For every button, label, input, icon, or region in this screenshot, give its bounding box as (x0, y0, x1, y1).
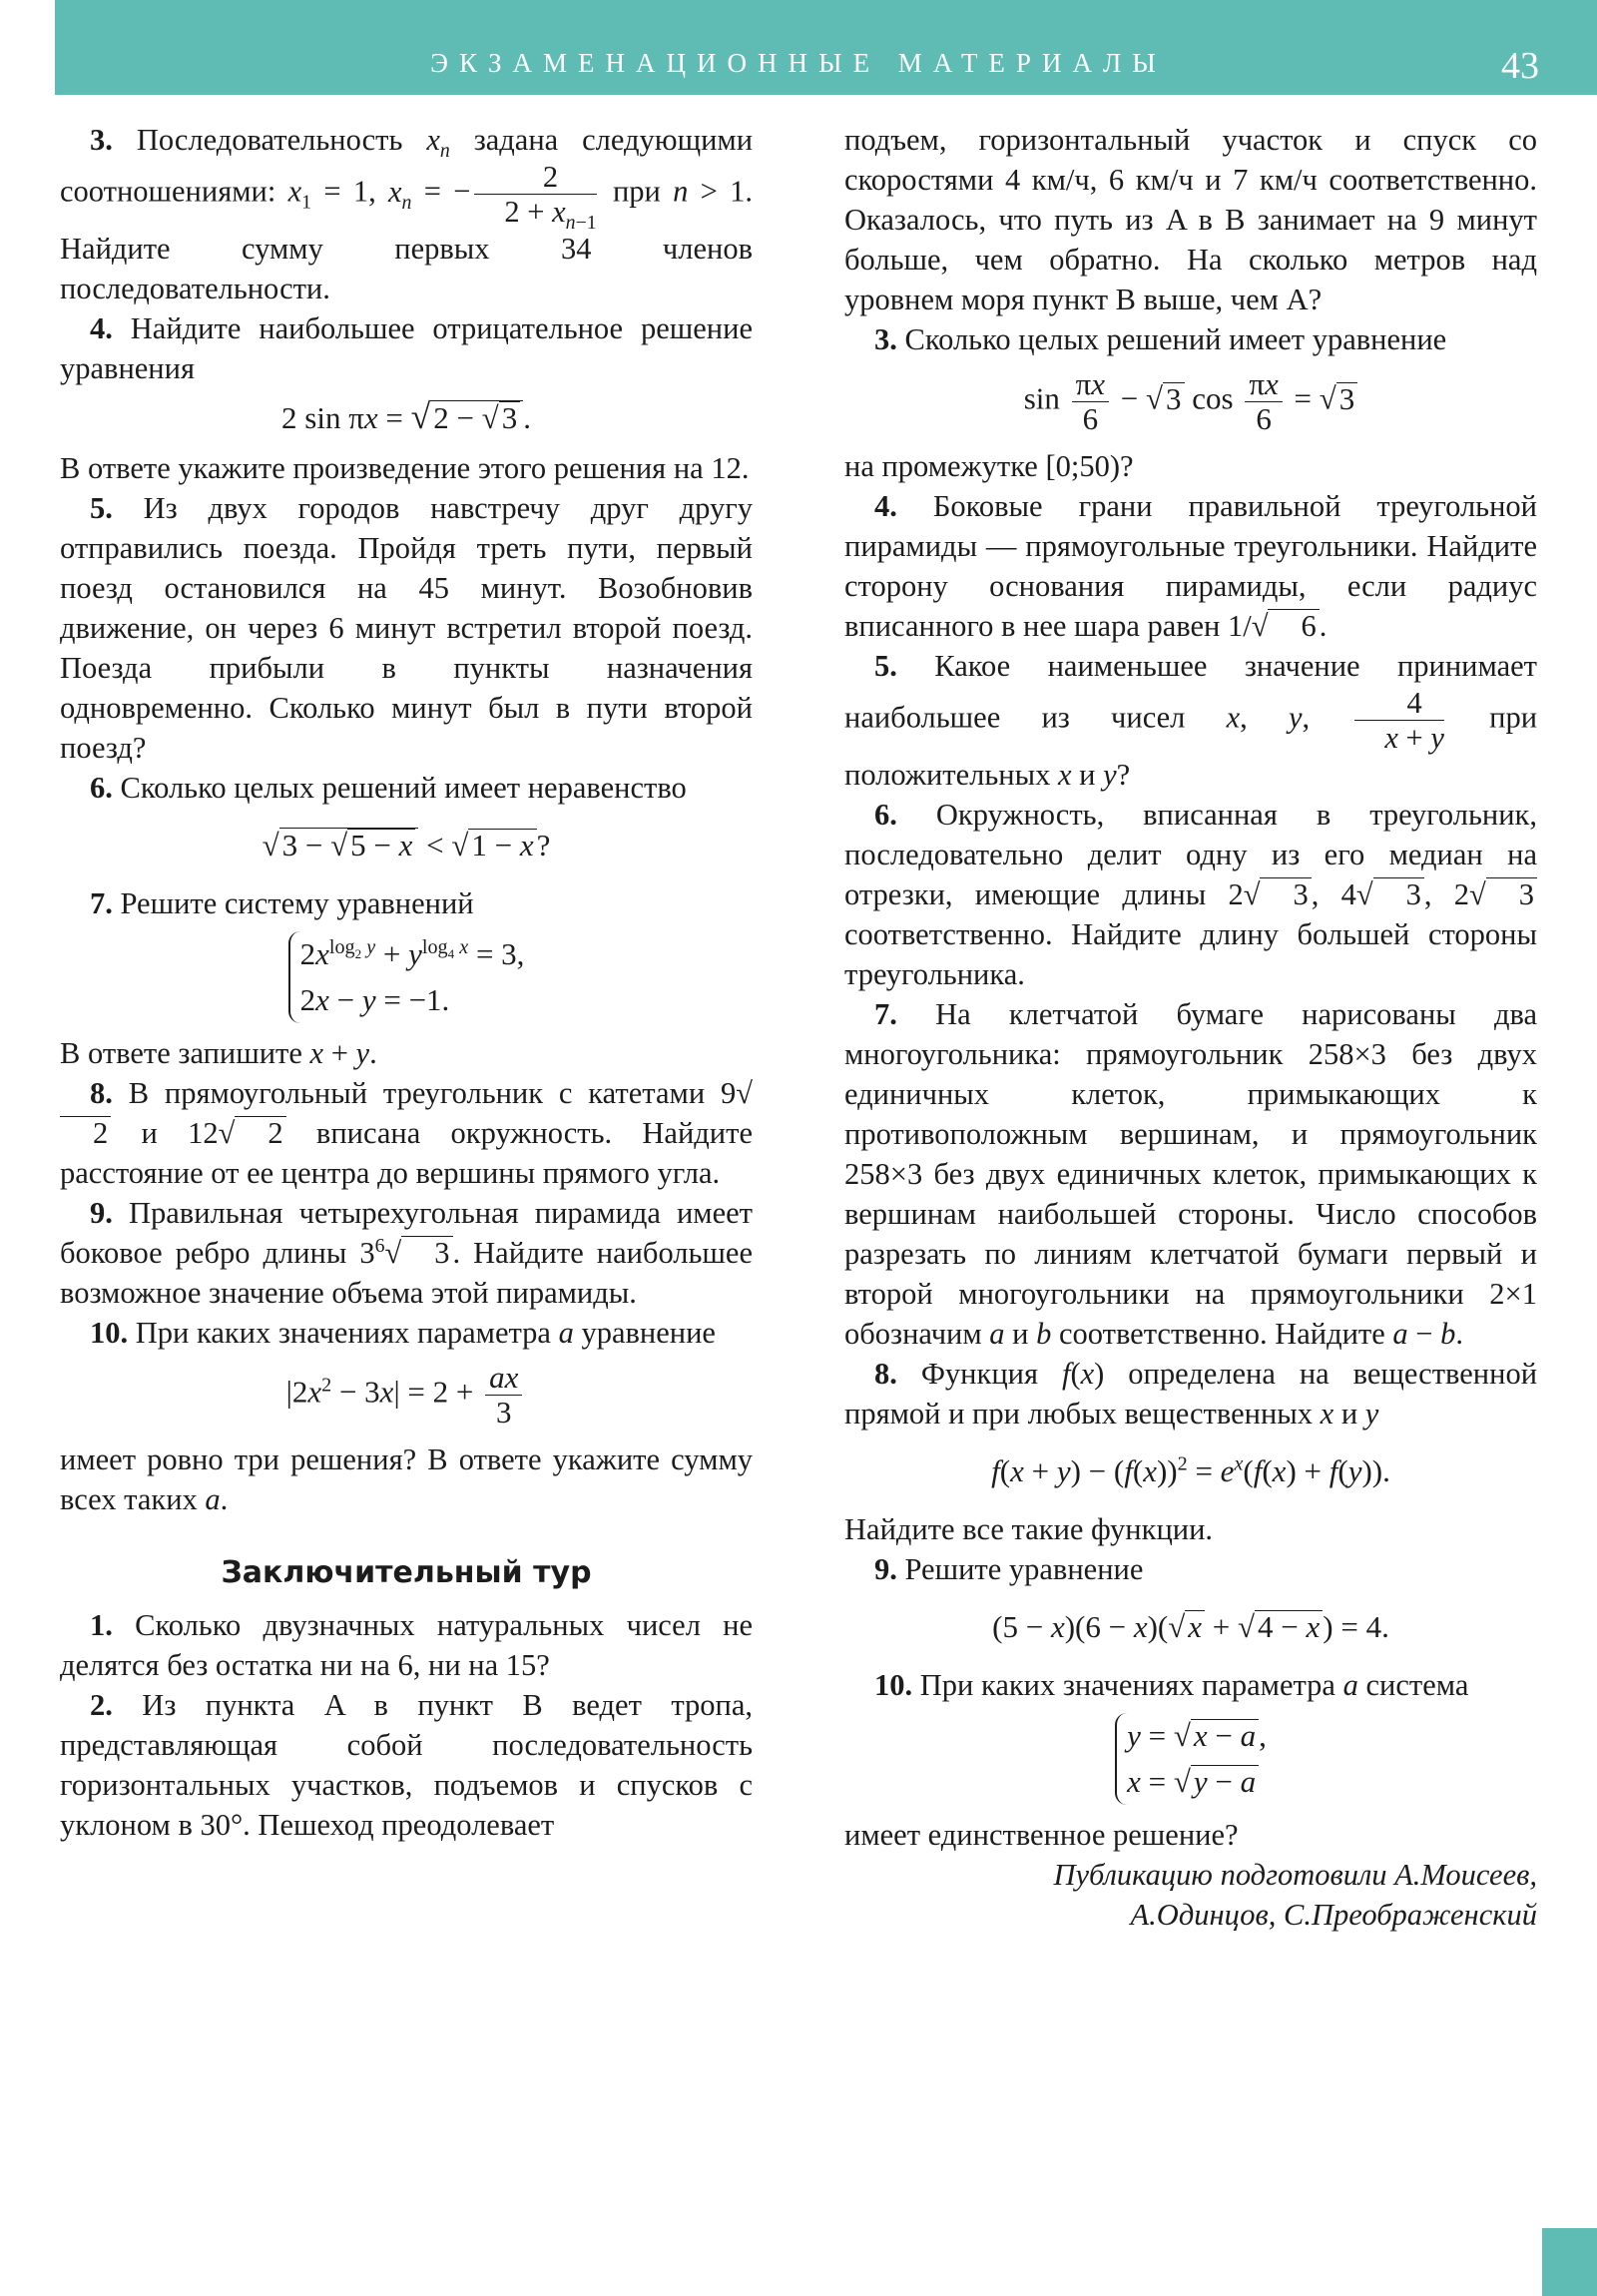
formula-6: √3 − √5 − x < √1 − x? (262, 828, 551, 862)
problem-number: 3. (90, 123, 113, 157)
page-number: 43 (1501, 45, 1539, 87)
final-problem-10: 10. При каких значениях параметра a система (874, 1668, 1469, 1702)
header-title: ЭКЗАМЕНАЦИОННЫЕ МАТЕРИАЛЫ (430, 48, 1167, 78)
problem-4: 4. Найдите наибольшее отрицательное решение уравнения (60, 311, 753, 385)
right-column: подъем, горизонтальный участок и спуск со скоростями 4 км/ч, 6 км/ч и 7 км/ч соответственно. Оказалось, что путь из A в B занимает на 9 минут больше, чем обратно. На сколько метров над уровнем моря пункт B выше, чем A? 3. Сколько целых решений имеет уравнение sin $\frac{\pi x}{6}$ − √3 cos $\frac{\pi x}{6}$ = √3 на промежутке [0;50)? 4. Боковые грани правильной треугольной пирамиды — прямоугольные треугольники. Найдите сторону основания пирамиды, если радиус вписанного в нее шара равен 1/√ 6. 5. Какое наименьшее значение принимает наибольшее из чисел x, y, $\frac{4}{x + y}$ при положительных x и y? 6. Окружность, вписанная в треугольник, последовательно делит одну из его медиан на отрезки, имеющие длины 2√ 3, 4√ 3, 2√ 3 соответственно. Найдите длину большей стороны треугольника. 7. На клетчатой бумаге нарисованы два многоугольника: прямоугольник 258×3 без двух единичных клеток, примыкающих к противоположным вершинам, и прямоугольник 258×3 без двух единичных клеток, примыкающих к вершинам наибольшей стороны. Число способов разрезать по линиям клетчатой бумаги первый и второй многоугольники на прямоугольники 2×1 обозначим a и b соответственно. Найдите a − b. 8. Функция f(x) определена на вещественной прямой и при любых вещественных x и y $f(x + y) - (f(x))^2 = e^x(f(x) + f(y))$. Найдите все такие функции. 9. Решите уравнение (5 − x)(6 − x)(√x + √4 − x) = 4. 10. При каких значениях параметра a система y = √x − a, x = √y − a имеет единственное решение? Публикацию подготовили А.Моисеев, А.Одинцов, С.Преображенский (844, 120, 1537, 1935)
problem-3: 3. Последовательность $x_n$ задана следующими соотношениями: $x_1 = 1$, $x_n$ = − $\frac{2}{2 + x_{n-1}}$ при n > 1. Найдите сумму первых 34 членов последовательности. (60, 123, 754, 305)
page-corner-tab (1542, 2228, 1597, 2296)
final-problem-9: 9. Решите уравнение (874, 1552, 1144, 1586)
formula-r8: $f(x + y) - (f(x))^2 = e^x(f(x) + f(y))$. (991, 1452, 1390, 1488)
final-problem-8: 8. Функция f(x) определена на вещественной прямой и при любых вещественных x и y (844, 1357, 1538, 1431)
formula-7: $2x^{log_2 y} + y^{log_4 x} = 3$, 2x − y = −1. (60, 931, 753, 1023)
credit-line-1: Публикацию подготовили А.Моисеев, (1053, 1858, 1537, 1892)
final-problem-4: 4. Боковые грани правильной треугольной пирамиды — прямоугольные треугольники. Найдите сторону основания пирамиды, если радиус вписанного в нее шара равен 1/√ 6. (844, 489, 1537, 643)
formula-4: 2 sin πx = √2 − √3 . (281, 396, 531, 436)
final-problem-1: 1. Сколько двузначных натуральных чисел не делятся без остатка ни на 6, ни на 15? (60, 1608, 754, 1682)
final-problem-2-continued: подъем, горизонтальный участок и спуск со скоростями 4 км/ч, 6 км/ч и 7 км/ч соответственно. Оказалось, что путь из A в B занимает на 9 минут больше, чем обратно. На сколько метров над уровнем моря пункт B выше, чем A? (844, 123, 1537, 316)
problem-10-answer: имеет ровно три решения? В ответе укажите сумму всех таких a. (60, 1442, 753, 1516)
problem-8: 8. В прямоугольный треугольник с катетами 9√2 и 12√ 2 вписана окружность. Найдите расстояние от ее центра до вершины прямого угла. (60, 1076, 753, 1190)
problem-7-answer: В ответе запишите x + y. (60, 1036, 377, 1070)
credit-line-2: А.Одинцов, С.Преображенский (1130, 1898, 1537, 1932)
left-column: 3. Последовательность $x_n$ задана следующими соотношениями: $x_1 = 1$, $x_n$ = − $\frac{2}{2 + x_{n-1}}$ при n > 1. Найдите сумму первых 34 членов последовательности. 4. Найдите наибольшее отрицательное решение уравнения 2 sin πx = √2 − √3 . В ответе укажите произведение этого решения на 12. 5. Из двух городов навстречу друг другу отправились поезда. Пройдя треть пути, первый поезд остановился на 45 минут. Возобновив движение, он через 6 минут встретил второй поезд. Поезда прибыли в пункты назначения одновременно. Сколько минут был в пути второй поезд? 6. Сколько целых решений имеет неравенство √3 − √5 − x < √1 − x? 7. Решите систему уравнений $2x^{log_2 y} + y^{log_4 x} = 3$, 2x − y = −1. В ответе запишите x + y. 8. В прямоугольный треугольник с катетами 9√2 и 12√ 2 вписана окружность. Найдите расстояние от ее центра до вершины прямого угла. 9. Правильная четырехугольная пирамида имеет боковое ребро длины $3^6√$ 3. Найдите наибольшее возможное значение объема этой пирамиды. 10. При каких значениях параметра a уравнение $|2x^2 - 3x| = 2$ + $\frac{ax}{3}$ имеет ровно три решения? В ответе укажите сумму всех таких a. Заключительный тур 1. Сколько двузначных натуральных чисел не делятся без остатка ни на 6, ни на 15? 2. Из пункта A в пункт B ведет тропа, представляющая собой последовательность горизонтальных участков, подъемов и спусков с уклоном в 30°. Пешеход преодолевает (60, 120, 753, 1845)
final-problem-3: 3. Сколько целых решений имеет уравнение (874, 322, 1447, 356)
final-problem-6: 6. Окружность, вписанная в треугольник, последовательно делит одну из его медиан на отрезки, имеющие длины 2√ 3, 4√ 3, 2√ 3 соответственно. Найдите длину большей стороны треугольника. (844, 798, 1537, 991)
final-problem-7: 7. На клетчатой бумаге нарисованы два многоугольника: прямоугольник 258×3 без двух единичных клеток, примыкающих к противоположным вершинам, и прямоугольник 258×3 без двух единичных клеток, примыкающих к вершинам наибольшей стороны. Число способов разрезать по линиям клетчатой бумаги первый и второй многоугольники на прямоугольники 2×1 обозначим a и b соответственно. Найдите a − b. (844, 997, 1537, 1351)
formula-10: $|2x^2 - 3x| = 2$ + $\frac{ax}{3}$ (60, 1361, 753, 1430)
problem-6: 6. Сколько целых решений имеет неравенство (90, 771, 687, 805)
problem-5: 5. Из двух городов навстречу друг другу отправились поезда. Пройдя треть пути, первый поезд остановился на 45 минут. Возобновив движение, он через 6 минут встретил второй поезд. Поезда прибыли в пункты назначения одновременно. Сколько минут был в пути второй поезд? (60, 491, 754, 765)
section-heading-final: Заключительный тур (221, 1555, 592, 1590)
formula-r9: (5 − x)(6 − x)(√x + √4 − x) = 4. (992, 1609, 1389, 1644)
problem-10: 10. При каких значениях параметра a уравнение (90, 1316, 716, 1350)
formula-r10: y = √x − a, x = √y − a (844, 1713, 1537, 1805)
final-problem-3-interval: на промежутке [0;50)? (844, 449, 1134, 483)
page-header (55, 0, 1597, 95)
final-problem-5: 5. Какое наименьшее значение принимает наибольшее из чисел x, y, $\frac{4}{x + y}$ при положительных x и y? (844, 649, 1538, 792)
formula-r3: sin $\frac{\pi x}{6}$ − √3 cos $\frac{\pi x}{6}$ = √3 (844, 367, 1537, 436)
problem-7: 7. Решите систему уравнений (90, 886, 474, 920)
final-problem-2: 2. Из пункта A в пункт B ведет тропа, представляющая собой последовательность горизонтальных участков, подъемов и спусков с уклоном в 30°. Пешеход преодолевает (60, 1688, 754, 1842)
problem-9: 9. Правильная четырехугольная пирамида имеет боковое ребро длины $3^6√$ 3. Найдите наибольшее возможное значение объема этой пирамиды. (60, 1196, 754, 1310)
